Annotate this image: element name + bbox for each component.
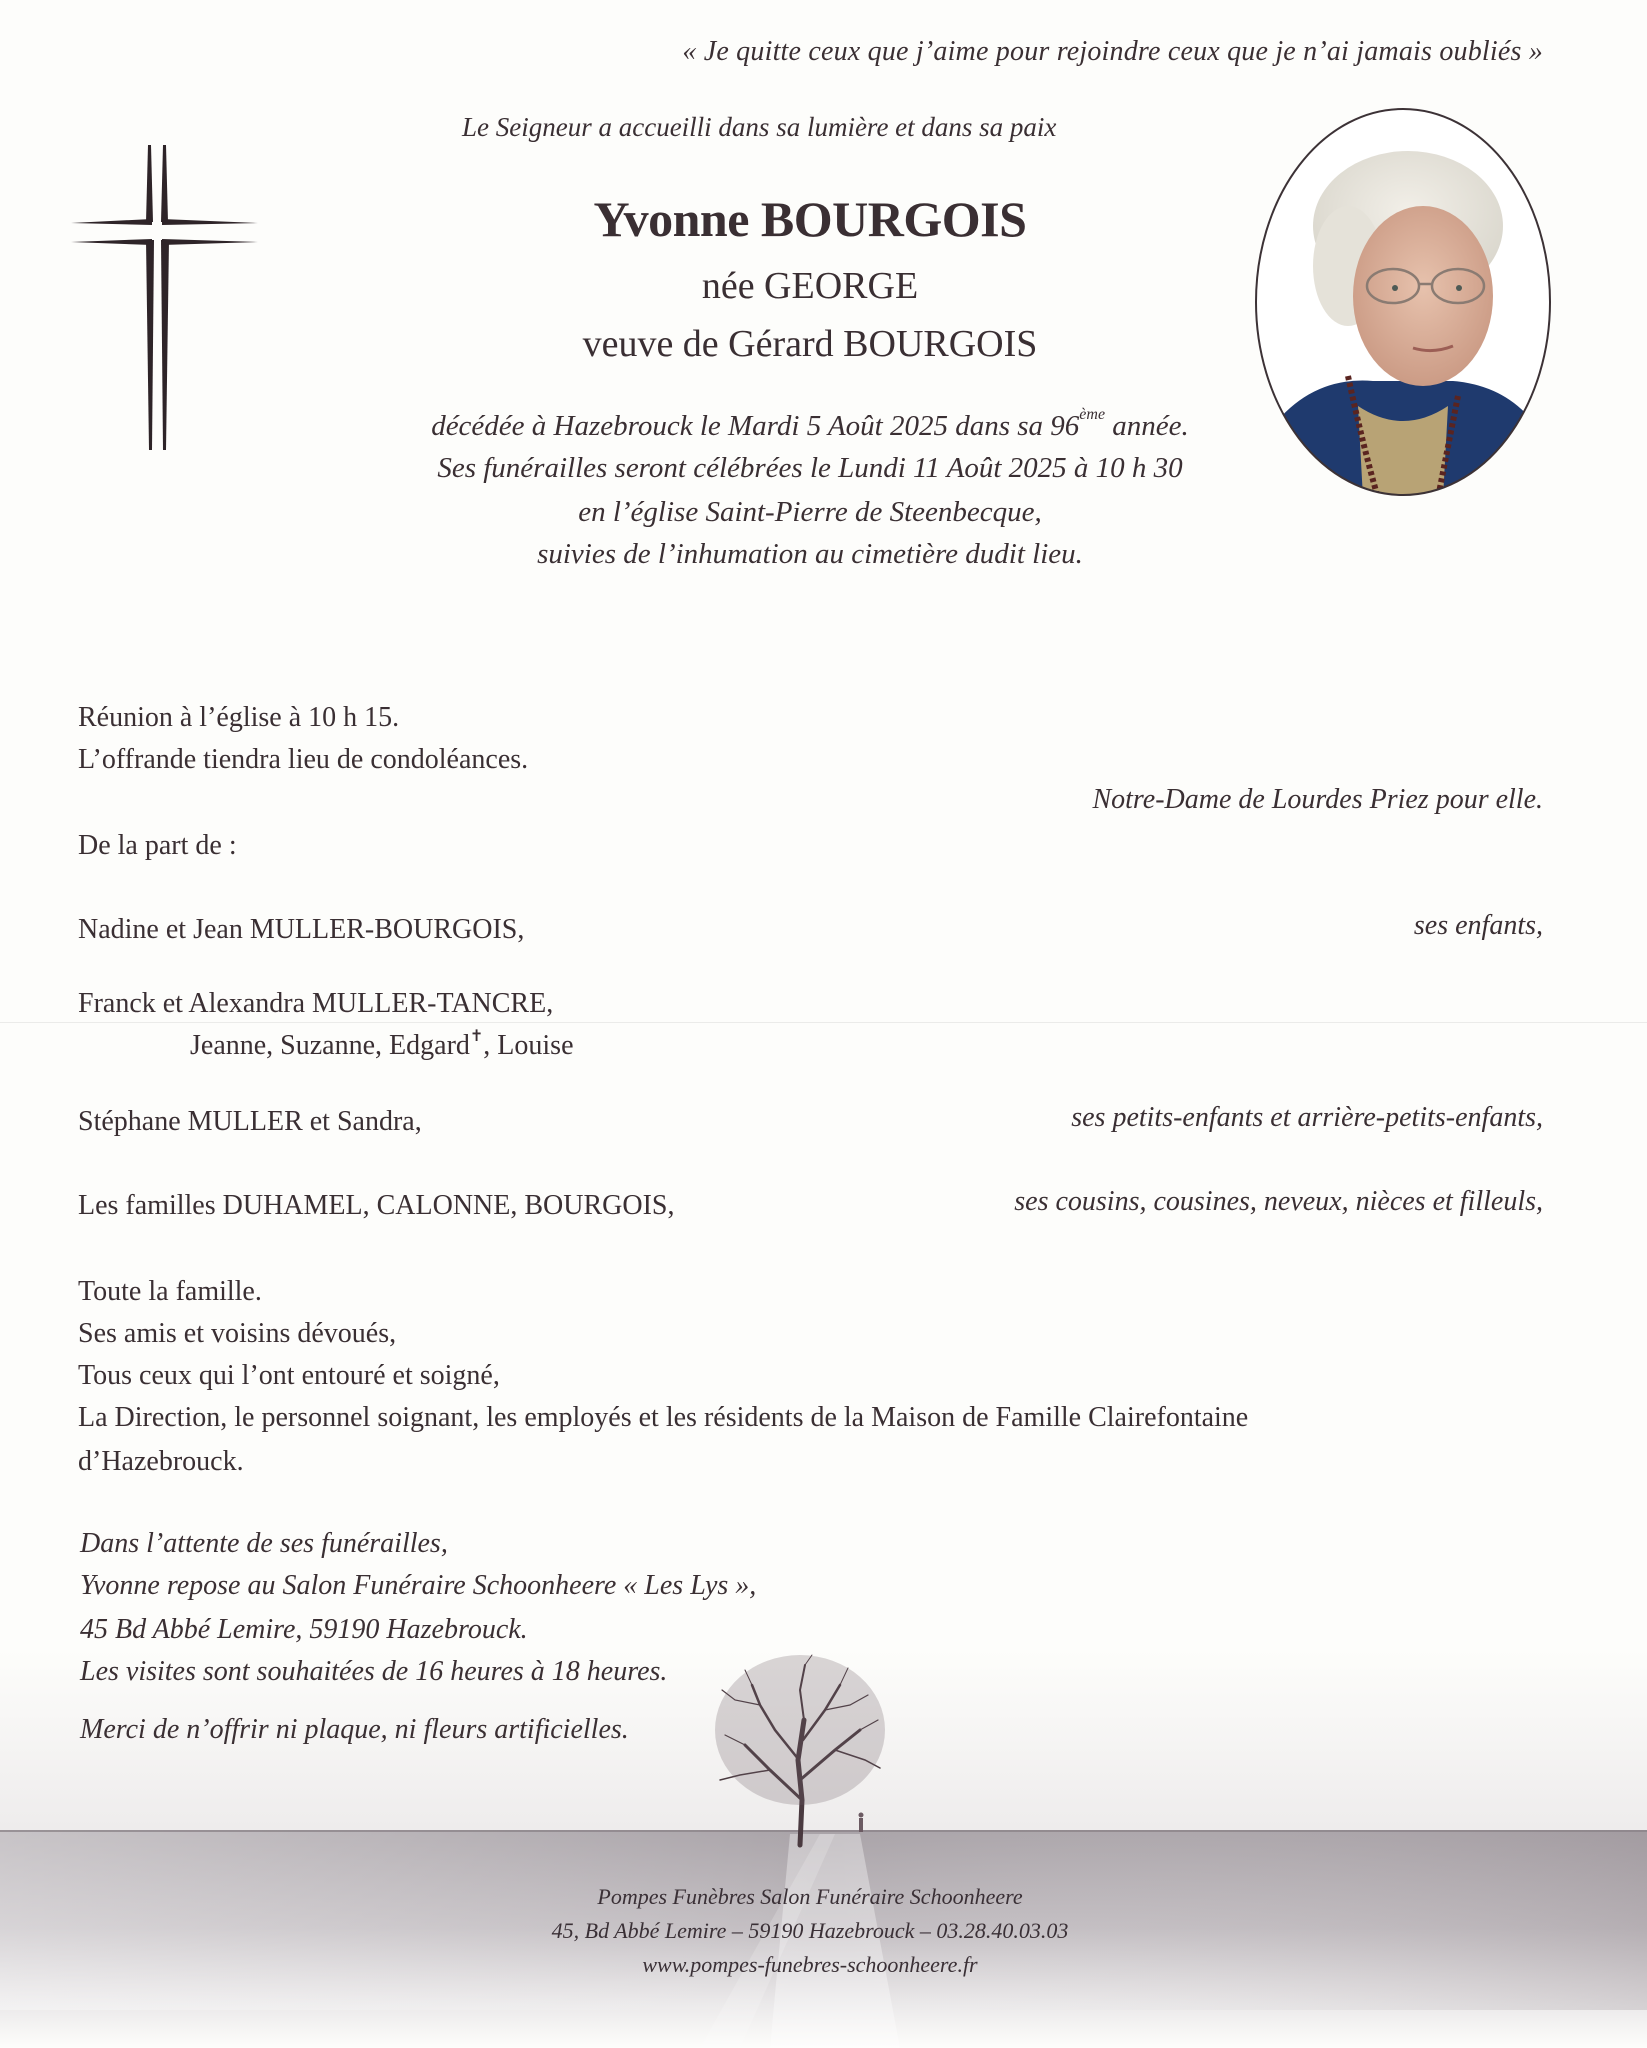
death-announcement <box>380 406 1240 443</box>
visitation-line: Les visites sont souhaitées de 16 heures à 18 heures. <box>80 1656 668 1687</box>
family-relation: ses enfants, <box>1413 910 1543 941</box>
widow-of: veuve de Gérard BOURGOIS <box>582 323 1038 365</box>
grandchildren-text-end: , Louise <box>483 1030 574 1061</box>
family-relation: ses cousins, cousines, neveux, nièces et filleuls, <box>1014 1186 1543 1217</box>
deceased-name: Yvonne BOURGOIS <box>593 191 1027 247</box>
ordinal-suffix: ème <box>1079 406 1106 423</box>
grandchildren-text: Jeanne, Suzanne, Edgard <box>190 1030 470 1061</box>
cross-icon <box>66 140 266 460</box>
family-member-names: Nadine et Jean MULLER-BOURGOIS, <box>78 914 525 945</box>
others-line: d’Hazebrouck. <box>78 1446 244 1477</box>
deceased-mark-icon: ✝ <box>469 1028 484 1045</box>
family-member-names: Stéphane MULLER et Sandra, <box>78 1106 422 1137</box>
visitation-line: 45 Bd Abbé Lemire, 59190 Hazebrouck. <box>80 1614 528 1645</box>
death-text: décédée à Hazebrouck le Mardi 5 Août 2025 dans sa 96 <box>431 410 1080 442</box>
church-location: en l’église Saint-Pierre de Steenbecque, <box>578 496 1042 528</box>
tree-landscape-image <box>0 1650 1647 2048</box>
offering-notice: L’offrande tiendra lieu de condoléances. <box>78 744 529 775</box>
maiden-name: née GEORGE <box>701 265 919 307</box>
reunion-notice: Réunion à l’église à 10 h 15. <box>78 702 400 733</box>
visitation-line: Yvonne repose au Salon Funéraire Schoonheere « Les Lys », <box>80 1570 757 1601</box>
family-relation: ses petits-enfants et arrière-petits-enfants, <box>1071 1102 1543 1133</box>
from-label: De la part de : <box>78 830 237 861</box>
visitation-line: Dans l’attente de ses funérailles, <box>80 1528 448 1559</box>
family-member-names: Franck et Alexandra MULLER-TANCRE, <box>78 988 554 1019</box>
funeral-home-name: Pompes Funèbres Salon Funéraire Schoonheere <box>597 1884 1023 1909</box>
prayer-line: Notre-Dame de Lourdes Priez pour elle. <box>1092 784 1543 815</box>
family-member-names: Les familles DUHAMEL, CALONNE, BOURGOIS, <box>78 1190 675 1221</box>
epigraph-quote: « Je quitte ceux que j’aime pour rejoindre ceux que je n’ai jamais oubliés » <box>682 36 1543 67</box>
others-line: Toute la famille. <box>78 1276 262 1307</box>
funeral-date: Ses funérailles seront célébrées le Lundi 11 Août 2025 à 10 h 30 <box>437 452 1183 484</box>
funeral-home-address: 45, Bd Abbé Lemire – 59190 Hazebrouck – 03.28.40.03.03 <box>551 1918 1069 1943</box>
others-line: Ses amis et voisins dévoués, <box>78 1318 397 1349</box>
others-line: Tous ceux qui l’ont entouré et soigné, <box>78 1360 500 1391</box>
burial-info: suivies de l’inhumation au cimetière dudit lieu. <box>537 538 1083 570</box>
paper-fold-line <box>0 1022 1647 1023</box>
blessing-line: Le Seigneur a accueilli dans sa lumière et dans sa paix <box>462 112 1057 142</box>
portrait-photo <box>1253 106 1553 498</box>
flowers-request: Merci de n’offrir ni plaque, ni fleurs artificielles. <box>80 1714 629 1745</box>
others-line: La Direction, le personnel soignant, les employés et les résidents de la Maison de Famille Clairefontaine <box>78 1402 1249 1433</box>
grandchildren-names <box>190 1030 574 1062</box>
death-text-end: année. <box>1105 410 1189 442</box>
funeral-home-website[interactable]: www.pompes-funebres-schoonheere.fr <box>642 1952 978 1977</box>
